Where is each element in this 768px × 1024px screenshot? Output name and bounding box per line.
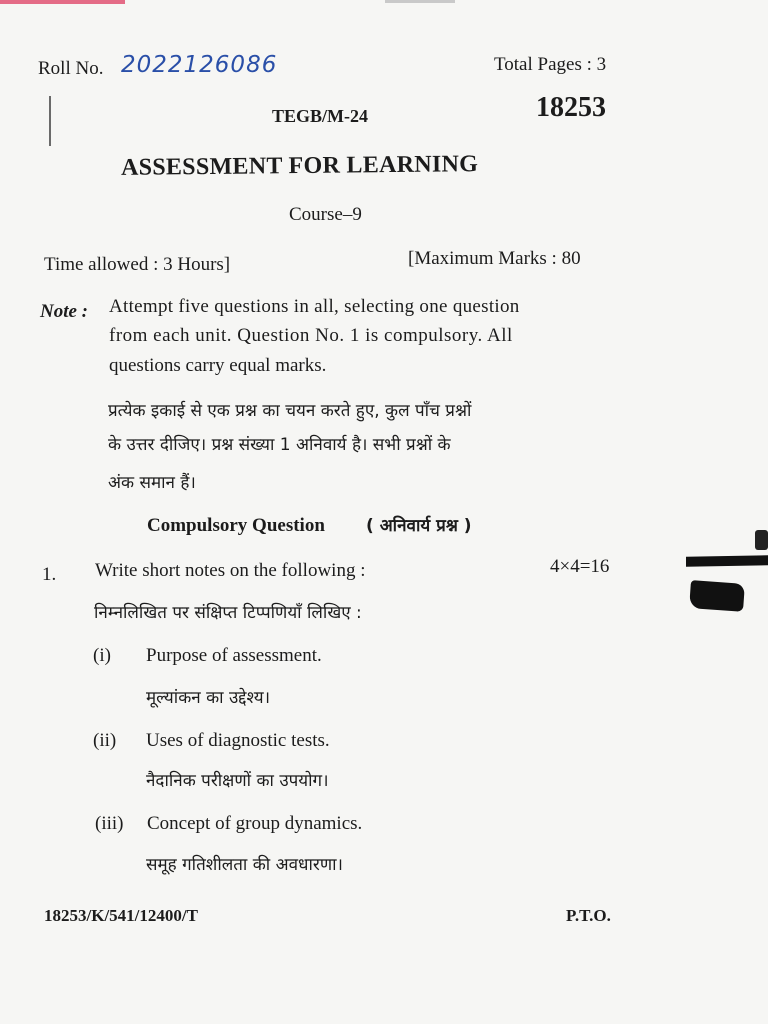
compulsory-heading-hi: ( अनिवार्य प्रश्न ) [366, 516, 472, 536]
roll-number-value: 2022126086 [121, 52, 278, 78]
note-line-en: Attempt five questions in all, selecting one question [109, 296, 520, 317]
part-number: (iii) [95, 813, 124, 834]
note-line-hi: अंक समान हैं। [108, 473, 196, 493]
time-allowed: Time allowed : 3 Hours] [44, 254, 231, 275]
note-label: Note : [40, 301, 89, 322]
question-marks: 4×4=16 [550, 556, 610, 577]
part-text-hi: नैदानिक परीक्षणों का उपयोग। [146, 771, 329, 791]
pen-stroke-mark [49, 96, 51, 146]
ink-blot [689, 580, 745, 612]
question-text-en: Write short notes on the following : [95, 560, 366, 581]
total-pages: Total Pages : 3 [494, 54, 607, 75]
question-number: 1. [42, 564, 57, 585]
course-label: Course–9 [289, 204, 362, 225]
part-text-hi: समूह गतिशीलता की अवधारणा। [146, 855, 343, 875]
part-text-hi: मूल्यांकन का उद्देश्य। [146, 688, 271, 708]
part-text-en: Purpose of assessment. [146, 645, 322, 666]
pto-label: P.T.O. [566, 906, 611, 925]
top-edge-mark [0, 0, 125, 4]
part-number: (ii) [93, 730, 117, 751]
maximum-marks: [Maximum Marks : 80 [408, 248, 581, 269]
note-line-hi: प्रत्येक इकाई से एक प्रश्न का चयन करते हुए, कुल पाँच प्रश्नों [108, 401, 472, 421]
note-line-hi: के उत्तर दीजिए। प्रश्न संख्या 1 अनिवार्य है। सभी प्रश्नों के [108, 435, 451, 455]
roll-number-label: Roll No. [38, 58, 104, 79]
part-text-en: Uses of diagnostic tests. [146, 730, 330, 751]
part-number: (i) [93, 645, 111, 666]
footer-code: 18253/K/541/12400/T [44, 906, 198, 925]
paper-number: 18253 [536, 92, 606, 123]
note-line-en: questions carry equal marks. [109, 355, 327, 376]
part-text-en: Concept of group dynamics. [147, 813, 363, 834]
paper-code: TEGB/M-24 [272, 106, 369, 126]
note-line-en: from each unit. Question No. 1 is compulsory. All [109, 325, 513, 346]
ink-blot [686, 555, 768, 566]
ink-blot [755, 530, 768, 550]
compulsory-heading: Compulsory Question [147, 515, 325, 536]
question-text-hi: निम्नलिखित पर संक्षिप्त टिप्पणियाँ लिखिए : [94, 603, 362, 623]
exam-title: ASSESSMENT FOR LEARNING [120, 151, 479, 181]
top-faded-mark [385, 0, 455, 3]
